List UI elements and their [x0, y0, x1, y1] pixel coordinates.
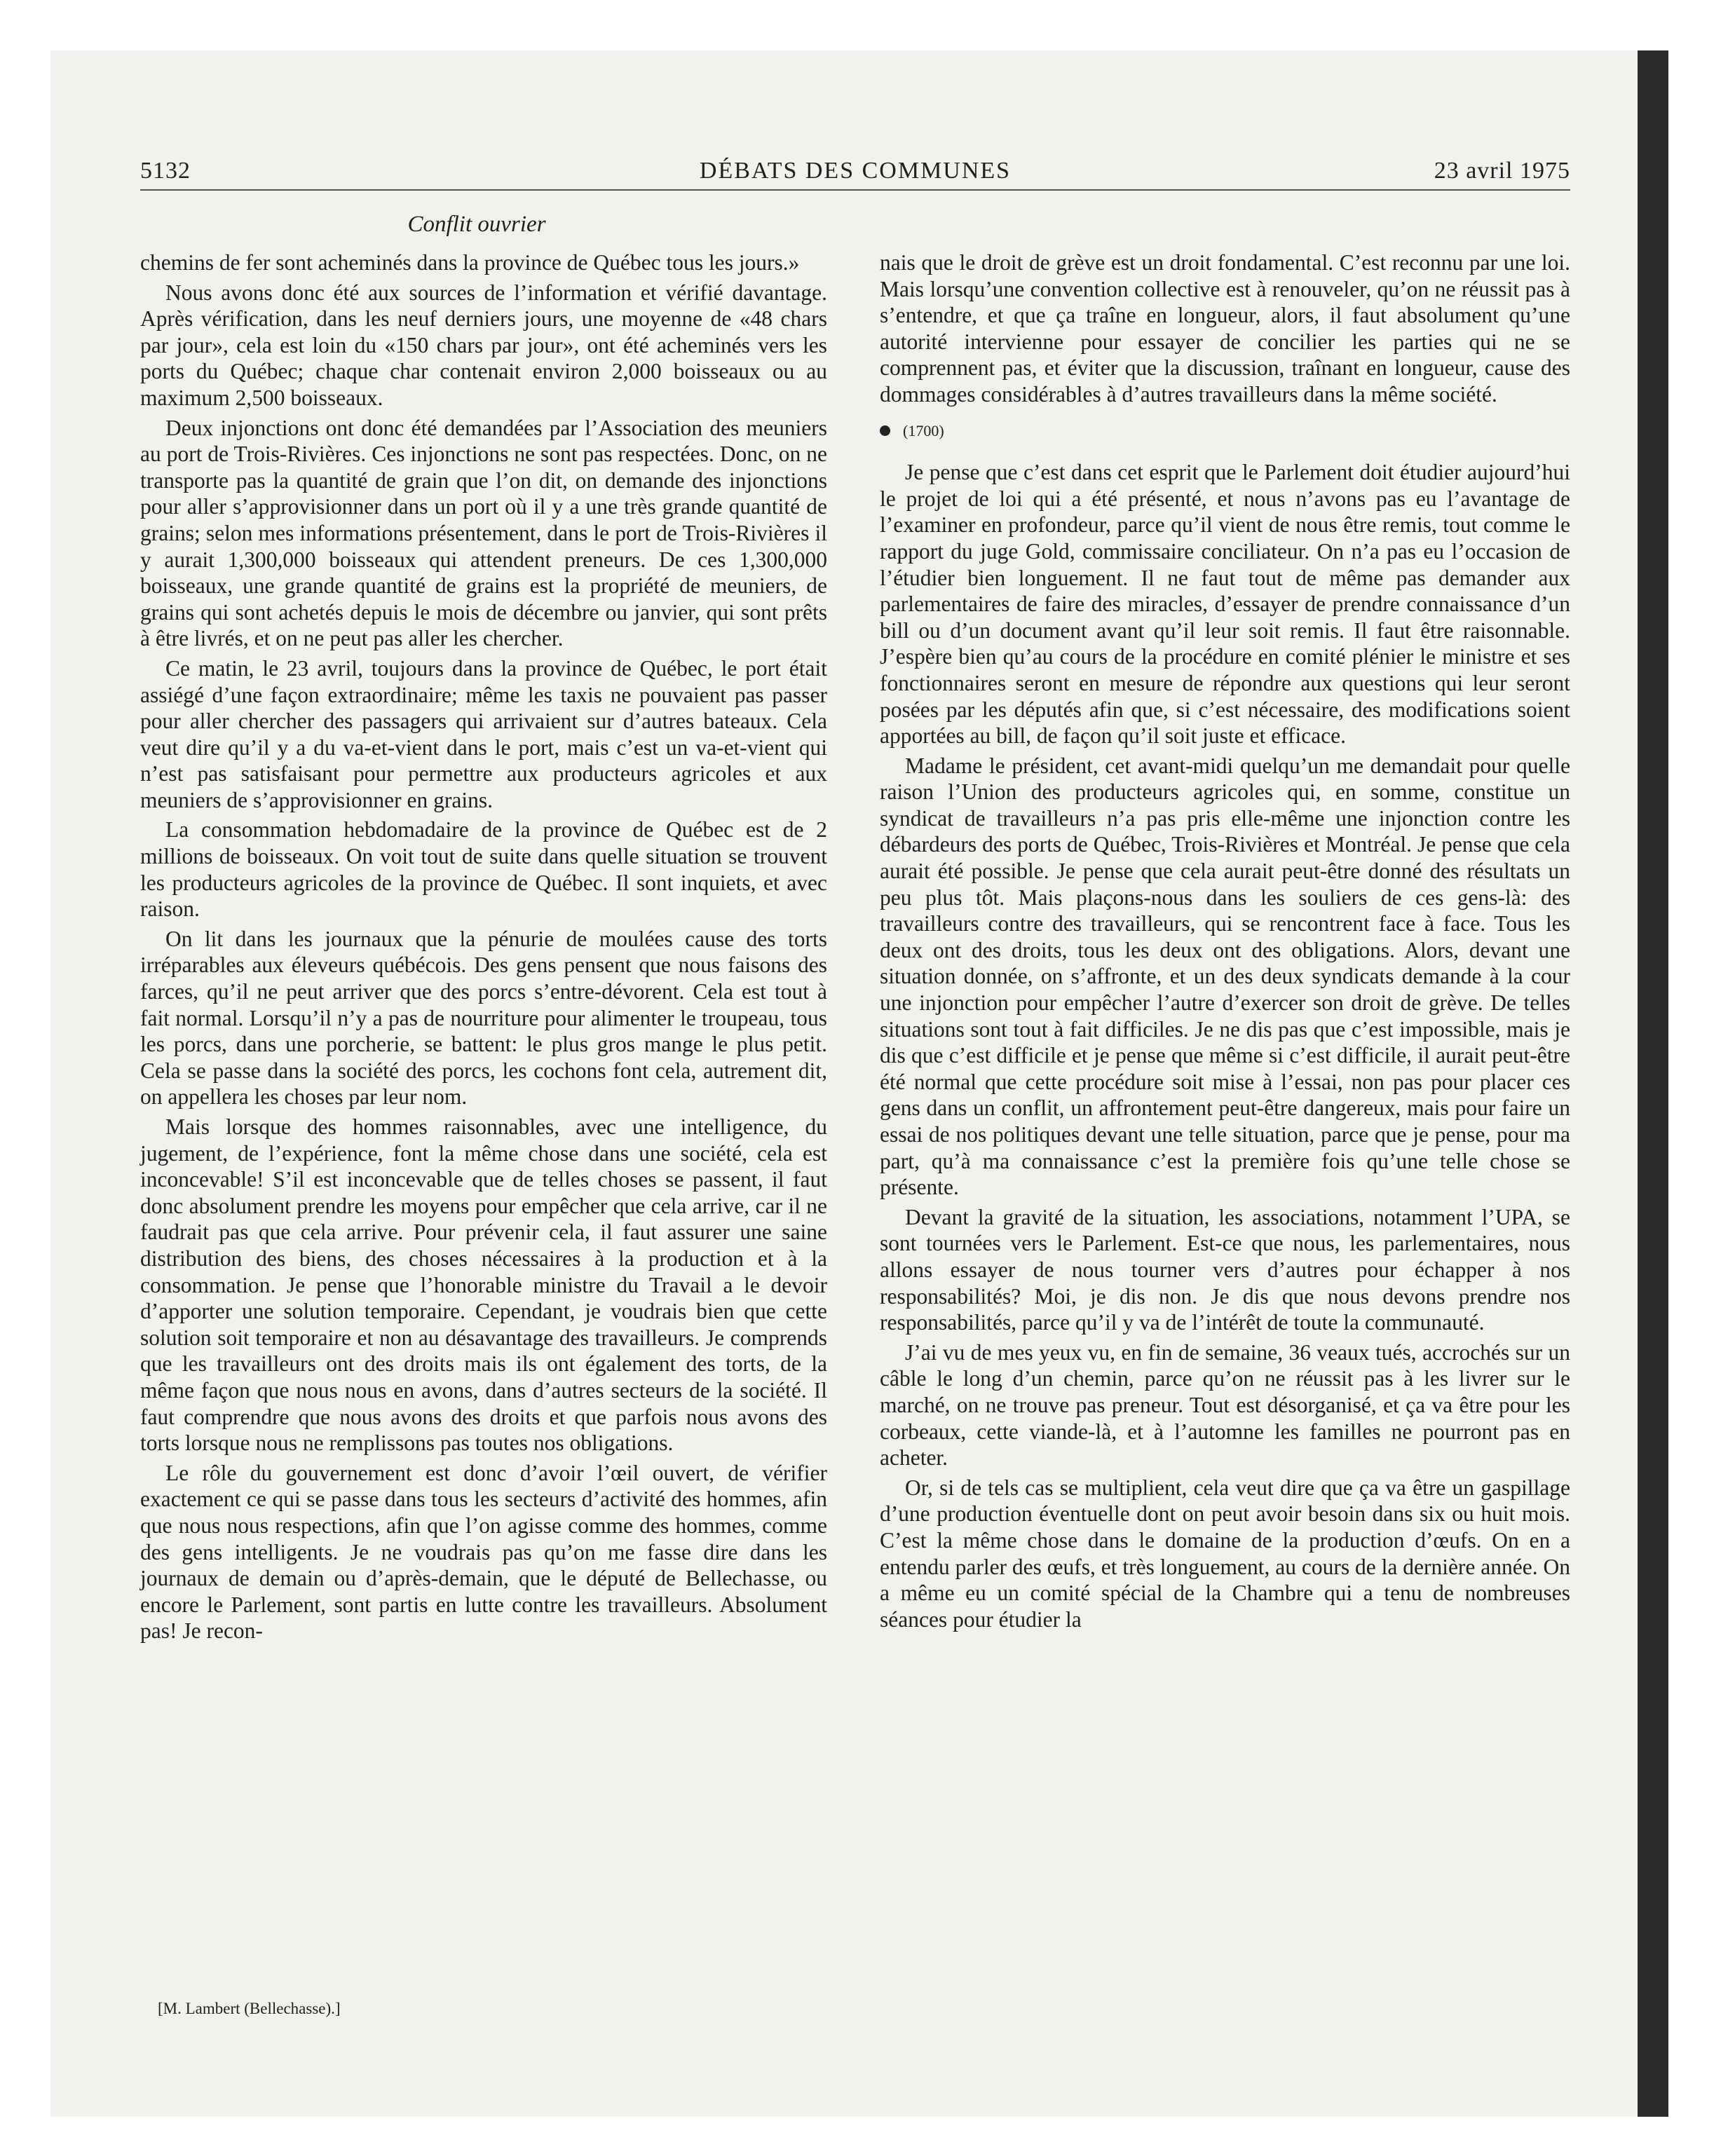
paragraph: chemins de fer sont acheminés dans la province de Québec tous les jours.»	[140, 250, 800, 275]
left-column	[140, 250, 827, 1648]
paragraph: Ce matin, le 23 avril, toujours dans la province de Québec, le port était assiégé d’une façon extraordinaire; même les taxis ne pouvaient pas passer pour aller chercher des passagers qui arrivaient sur d’autres bateaux. Cela veut dire qu’il y a du va-et-vient dans le port, mais c’est un va-et-vient qui n’est pas satisfaisant pour permettre aux producteurs agricoles et aux meuniers de s’approvisionner en grains.	[140, 655, 827, 812]
paragraph: Deux injonctions ont donc été demandées par l’Association des meuniers au port de Trois-Rivières. Ces injonctions ne sont pas respectées. Donc, on ne transporte pas la quantité de grain que l’on dit, on demande des injonctions pour aller s’approvisionner dans un port où il y a une très grande quantité de grains; selon mes informations présentement, dans le port de Trois-Rivières il y aurait 1,300,000 boisseaux qui attendent preneurs. De ces 1,300,000 boisseaux, une grande quantité de grains est la propriété de meuniers, de grains qui sont achetés depuis le mois de décembre ou janvier, qui sont prêts à être livrés, et on ne peut pas aller les chercher.	[140, 415, 827, 651]
header-rule	[140, 189, 1570, 191]
paragraph: Mais lorsque des hommes raisonnables, avec une intelligence, du jugement, de l’expérience, font la même chose dans une société, cela est inconcevable! S’il est inconcevable que de telles choses se passent, il faut donc absolument prendre les moyens pour empêcher que cela arrive, car il ne faudrait pas que cela arrive. Pour prévenir cela, il faut assurer une saine distribution des biens, des choses nécessaires à la production et à la consommation. Je pense que l’honorable ministre du Travail a le devoir d’apporter une solution temporaire. Cependant, je voudrais bien que cette solution soit temporaire et non au désavantage des travailleurs. Je comprends que les travailleurs ont des droits mais ils ont également des torts, de la même façon que nous nous en avons, dans d’autres secteurs de la société. Il faut comprendre que nous avons des droits et que parfois nous avons des torts lorsque nous ne remplissons pas toutes nos obligations.	[140, 1114, 827, 1456]
scan-edge-bar	[1638, 50, 1668, 2117]
paragraph: On lit dans les journaux que la pénurie de moulées cause des torts irréparables aux éleveurs québécois. Des gens pensent que nous faisons des farces, qu’il ne peut arriver que des porcs s’entre-dévorent. Cela est tout à fait normal. Lorsqu’il n’y a pas de nourriture pour alimenter le troupeau, tous les porcs, dans une porcherie, se battent: le plus gros mange le plus petit. Cela se passe dans la société des porcs, les cochons font cela, autrement dit, on appellera les choses par leur nom.	[140, 926, 827, 1110]
time-marker	[880, 418, 1570, 444]
paragraph: Le rôle du gouvernement est donc d’avoir l’œil ouvert, de vérifier exactement ce qui se passe dans tous les secteurs d’activité des hommes, afin que nous nous respections, afin que l’on agisse comme des hommes, comme des gens intelligents. Je ne voudrais pas qu’on me fasse dire dans les journaux de demain ou d’après-demain, que le député de Bellechasse, ou encore le Parlement, sont partis en lutte contre les travailleurs. Absolument pas! Je recon-	[140, 1460, 827, 1644]
page-number: 5132	[140, 158, 191, 184]
right-column	[880, 250, 1570, 1636]
section-title: Conflit ouvrier	[407, 212, 546, 237]
paragraph: Je pense que c’est dans cet esprit que le Parlement doit étudier aujourd’hui le projet de loi qui a été présenté, et nous n’avons pas eu l’avantage de l’examiner en profondeur, parce qu’il vient de nous être remis, tout comme le rapport du juge Gold, commissaire conciliateur. On n’a pas eu l’occasion de l’étudier bien longuement. Il ne faut tout de même pas demander aux parlementaires de faire des miracles, d’essayer de prendre connaissance d’un bill ou d’un document avant qu’il leur soit remis. Il faut être raisonnable. J’espère bien qu’au cours de la procédure en comité plénier le ministre et ses fonctionnaires seront en mesure de répondre aux questions qui leur seront posées par les députés afin que, si c’est nécessaire, des modifications soient apportées au bill, de façon qu’il soit juste et efficace.	[880, 460, 1570, 749]
paragraph: nais que le droit de grève est un droit fondamental. C’est reconnu par une loi. Mais lorsqu’une convention collective est à renouveler, qu’on ne réussit pas à s’entendre, et que ça traîne en longueur, alors, il faut absolument qu’une autorité intervienne pour essayer de concilier les parties qui ne se comprennent pas, et éviter que la discussion, traînant en longueur, cause des dommages considérables à d’autres travailleurs dans la même société.	[880, 250, 1570, 407]
time-marker-label: (1700)	[903, 421, 944, 439]
paragraph: Nous avons donc été aux sources de l’information et vérifié davantage. Après vérification, dans les neuf derniers jours, une moyenne de «48 chars par jour», cela est loin du «150 chars par jour», ont été acheminés vers les ports du Québec; chaque char contenait environ 2,000 boisseaux ou au maximum 2,500 boisseaux.	[140, 280, 827, 410]
speaker-attribution: [M. Lambert (Bellechasse).]	[158, 2000, 341, 2017]
publication-title: DÉBATS DES COMMUNES	[699, 158, 1012, 184]
page-date: 23 avril 1975	[1434, 158, 1570, 184]
paragraph: La consommation hebdomadaire de la province de Québec est de 2 millions de boisseaux. On voit tout de suite dans quelle situation se trouvent les producteurs agricoles de la province de Québec. Il sont inquiets, et avec raison.	[140, 817, 827, 922]
bullet-icon	[880, 425, 890, 436]
paragraph: Or, si de tels cas se multiplient, cela veut dire que ça va être un gaspillage d’une production éventuelle dont on peut avoir besoin dans six ou huit mois. C’est la même chose dans le domaine de la production d’œufs. On en a entendu parler des œufs, et très longuement, au cours de la dernière année. On a même eu un comité spécial de la Chambre qui a tenu de nombreuses séances pour étudier la	[880, 1475, 1570, 1632]
paragraph: Devant la gravité de la situation, les associations, notamment l’UPA, se sont tournées vers le Parlement. Est-ce que nous, les parlementaires, nous allons essayer de nous tourner vers d’autres pour échapper à nos responsabilités? Moi, je dis non. Je dis que nous devons prendre nos responsabilités, parce qu’il y va de l’intérêt de toute la communauté.	[880, 1204, 1570, 1335]
paragraph: Madame le président, cet avant-midi quelqu’un me demandait pour quelle raison l’Union des producteurs agricoles qui, en somme, constitue un syndicat de travailleurs n’a pas pris elle-même une injonction contre les débardeurs des ports de Québec, Trois-Rivières et Montréal. Je pense que cela aurait été possible. Je pense que cela aurait peut-être donné des résultats un peu plus tôt. Mais plaçons-nous dans les souliers de ces gens-là: des travailleurs contre des travailleurs, qui se rencontrent face à face. Tous les deux ont des droits, tous les deux ont des obligations. Alors, devant une situation donnée, on s’affronte, et un des deux syndicats demande à la cour une injonction pour empêcher l’autre d’exercer son droit de grève. De telles situations sont tout à fait difficiles. Je ne dis pas que c’est impossible, mais je dis que c’est difficile et je pense que même si c’est difficile, il aurait peut-être été normal que cette procédure soit mise à l’essai, non pas pour placer ces gens dans un conflit, un affrontement peut-être dangereux, mais pour faire un essai de nos politiques devant une telle situation, parce que je pense, pour ma part, qu’à ma connaissance c’est la première fois qu’une telle chose se présente.	[880, 753, 1570, 1200]
paragraph: J’ai vu de mes yeux vu, en fin de semaine, 36 veaux tués, accrochés sur un câble le long d’un chemin, parce qu’on ne réussit pas à les livrer sur le marché, on ne trouve pas preneur. Tout est désorganisé, et ça va être pour les corbeaux, cette viande-là, et à l’automne les familles ne pourront pas en acheter.	[880, 1339, 1570, 1471]
